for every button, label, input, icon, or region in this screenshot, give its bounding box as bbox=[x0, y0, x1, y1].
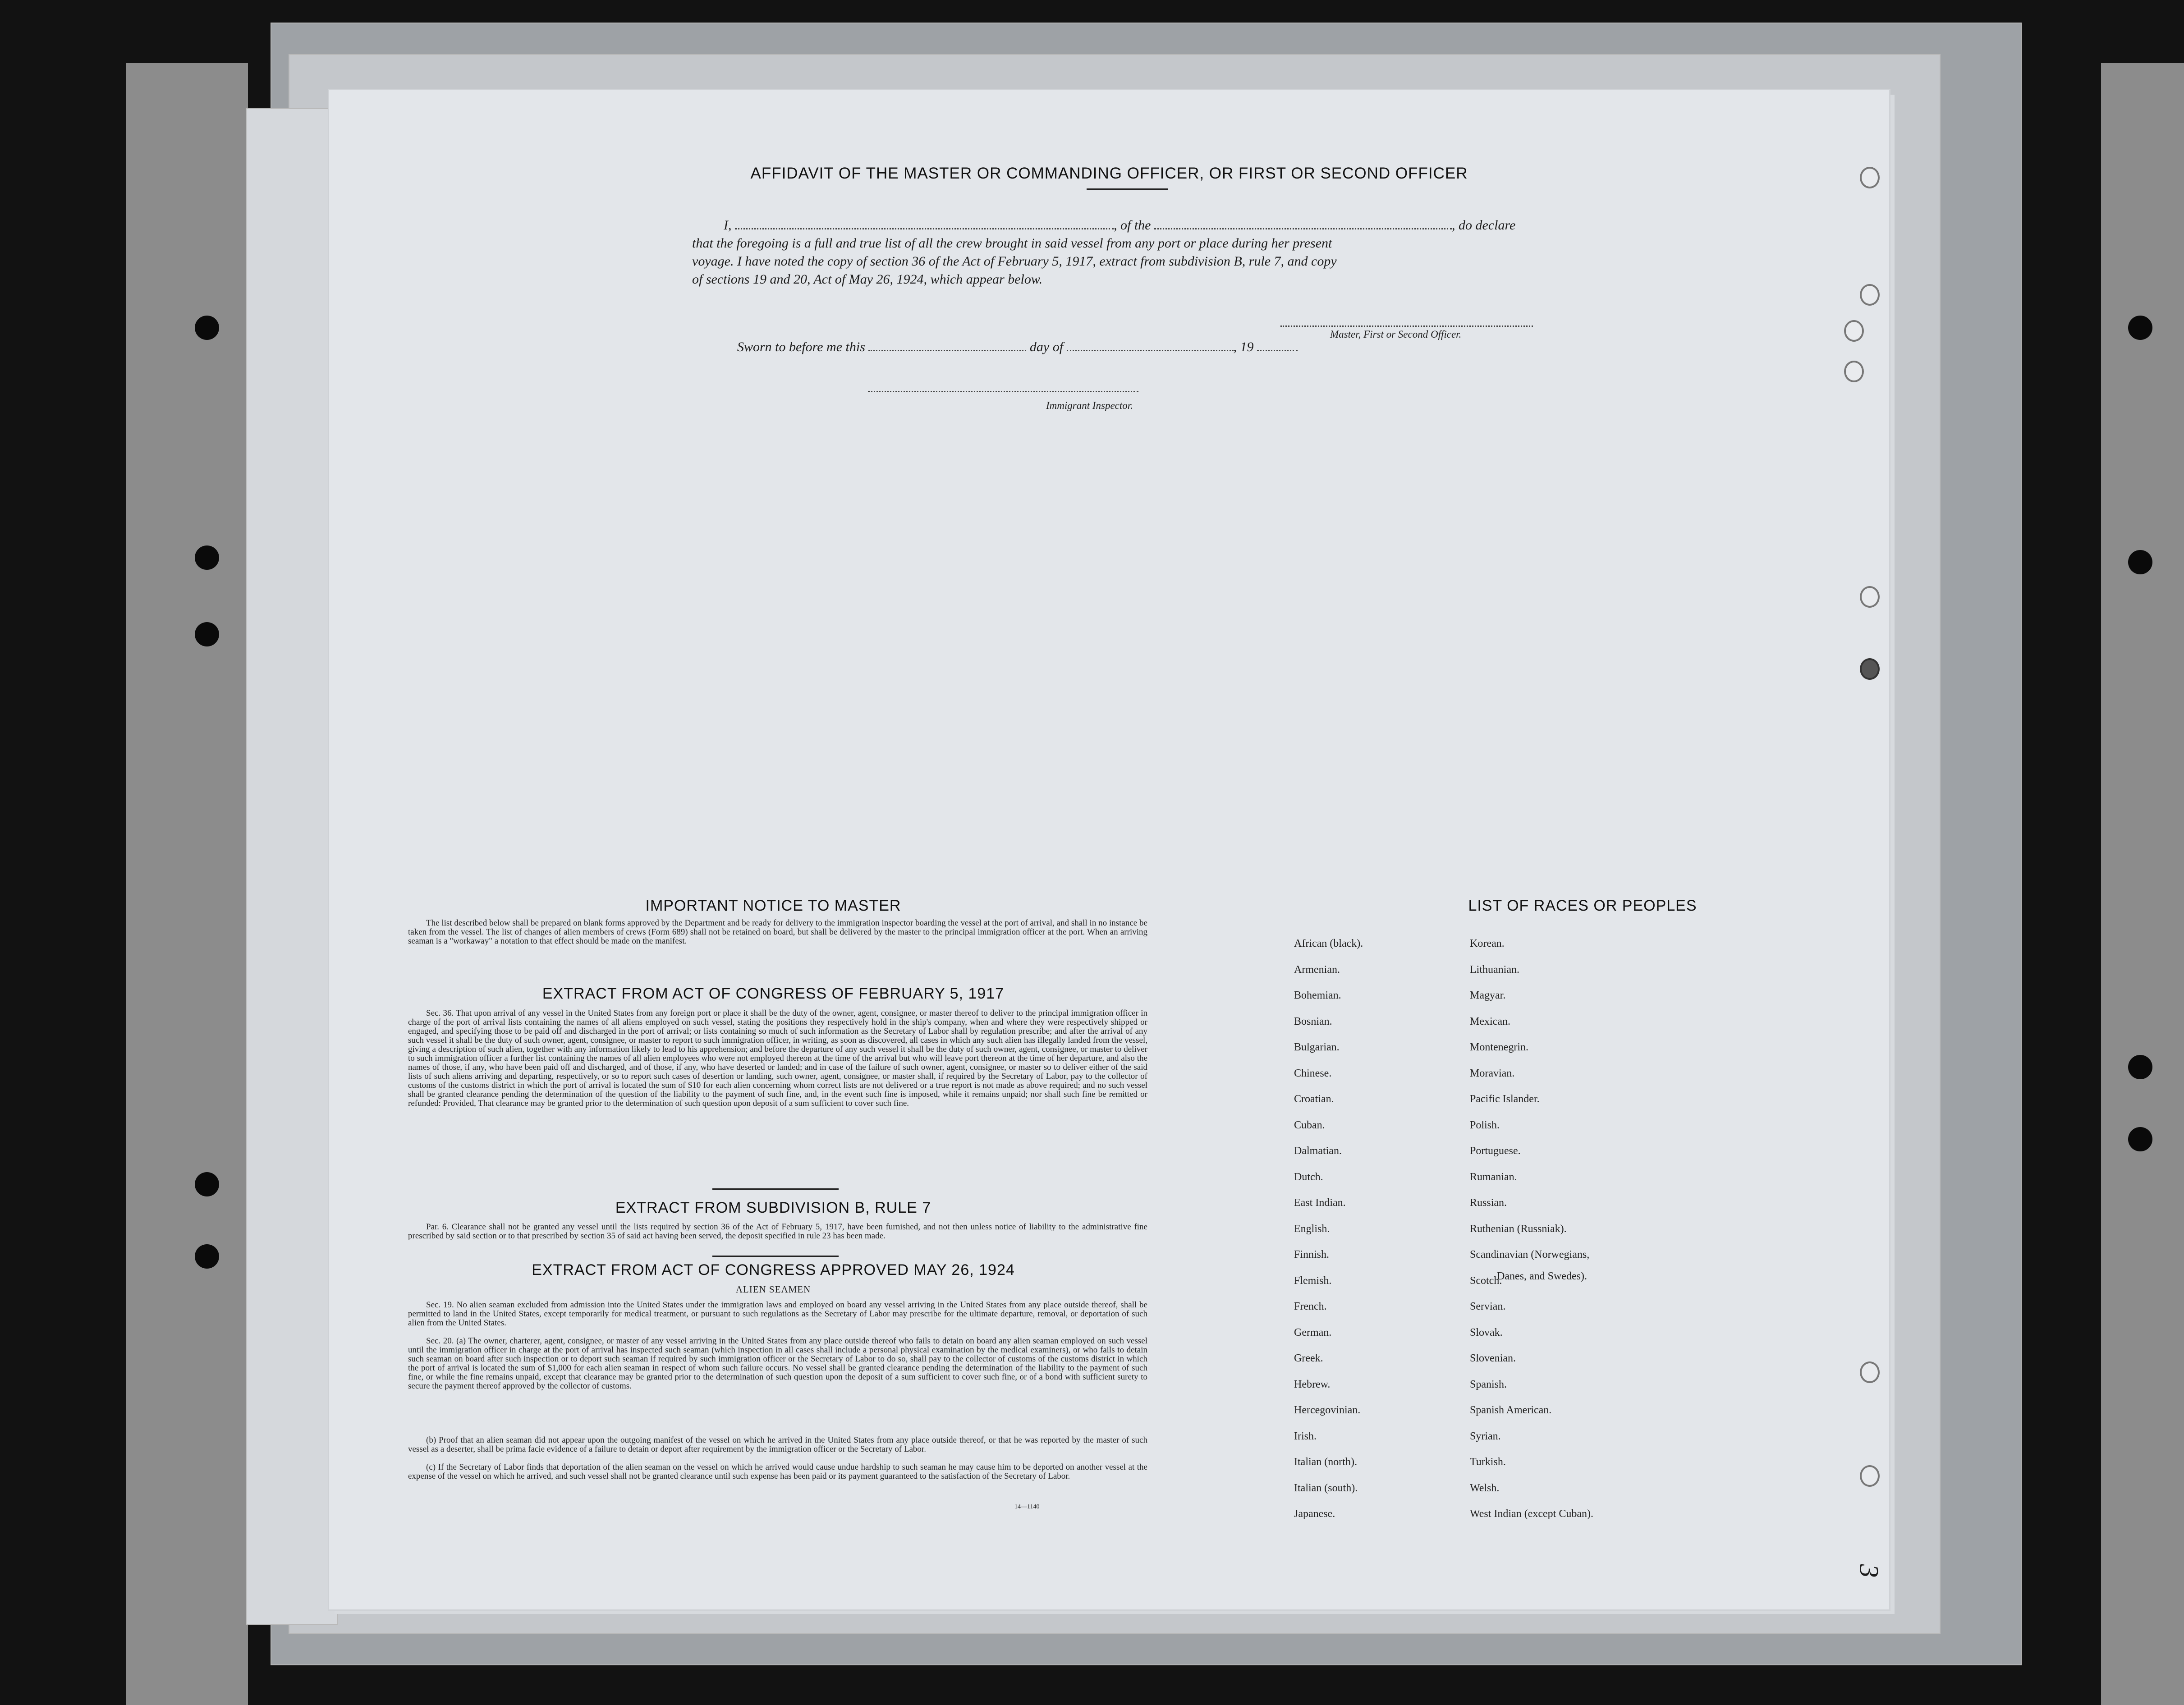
sec19-text: Sec. 19. No alien seaman excluded from admission into the United States under the immigration laws and employed on board any vessel arriving in the United States from any place outside thereof, shall be permitted to land in the United States, except temporarily for medical treatment, or pursuant to such regulations as the Secretary of Labor may prescribe for the ultimate departure, removal, or deportation of such alien from the United States. bbox=[408, 1300, 1147, 1328]
extract-1917-title: EXTRACT FROM ACT OF CONGRESS OF FEBRUARY 5, 1917 bbox=[542, 985, 1005, 1002]
affidavit-title: AFFIDAVIT OF THE MASTER OR COMMANDING OFFICER, OR FIRST OR SECOND OFFICER bbox=[750, 165, 1468, 182]
binder-hole bbox=[195, 1244, 219, 1269]
affidavit-line1-start: I, bbox=[724, 218, 732, 233]
race-item: Moravian. bbox=[1470, 1067, 1515, 1079]
sworn-day-label: day of bbox=[1029, 339, 1064, 354]
race-item: Finnish. bbox=[1294, 1249, 1330, 1260]
affidavit-line1-mid: , of the bbox=[1114, 218, 1151, 233]
back-sheet bbox=[246, 108, 338, 1625]
race-item: Ruthenian (Russniak). bbox=[1470, 1223, 1567, 1235]
race-item: French. bbox=[1294, 1301, 1327, 1312]
race-item: Lithuanian. bbox=[1470, 963, 1519, 976]
race-item: Chinese. bbox=[1294, 1067, 1332, 1079]
sec20c-text: (c) If the Secretary of Labor finds that deportation of the alien seaman on the vessel on which he arrived would cause undue hardship to such seaman he may cause him to be deported on another vessel at the expense of the vessel on which he arrived, and such vessel shall not be granted clearance until such expense has been paid or its payment guaranteed to the satisfaction of the Secretary of Labor. bbox=[408, 1462, 1147, 1481]
race-item: Korean. bbox=[1470, 938, 1505, 949]
affidavit-line3: voyage. I have noted the copy of section 36 of the Act of February 5, 1917, extract from subdivision B, rule 7, and copy bbox=[692, 254, 1337, 269]
punch-hole bbox=[1860, 586, 1880, 608]
punch-hole bbox=[1860, 1465, 1880, 1487]
sec20b-text: (b) Proof that an alien seaman did not appear upon the outgoing manifest of the vessel on which he arrived in the United States from any place outside thereof, or that he was reported by the master of such vessel as a deserter, shall be prima facie evidence of a failure to detain or deport after requirement by the immigration officer or the Secretary of Labor. bbox=[408, 1435, 1147, 1454]
punch-hole bbox=[1860, 167, 1880, 188]
race-item: Italian (north). bbox=[1294, 1456, 1357, 1468]
section-divider bbox=[712, 1256, 839, 1257]
punch-hole bbox=[1844, 361, 1864, 382]
sworn-line bbox=[737, 338, 1298, 356]
binder-hole bbox=[195, 316, 219, 340]
sworn-year-field[interactable] bbox=[1257, 342, 1298, 351]
race-item: Montenegrin. bbox=[1470, 1041, 1528, 1053]
race-item: Mexican. bbox=[1470, 1015, 1510, 1027]
title-divider bbox=[1087, 188, 1168, 190]
affidavit-line2: that the foregoing is a full and true list of all the crew brought in said vessel from any port or place during her present bbox=[692, 236, 1332, 251]
race-item: Rumanian. bbox=[1470, 1171, 1517, 1183]
rule7-title: EXTRACT FROM SUBDIVISION B, RULE 7 bbox=[615, 1199, 931, 1216]
race-item: Dalmatian. bbox=[1294, 1145, 1342, 1157]
notice-title: IMPORTANT NOTICE TO MASTER bbox=[645, 897, 901, 914]
race-item: Hercegovinian. bbox=[1294, 1404, 1361, 1416]
race-scandinavian-continuation: Danes, and Swedes). bbox=[1497, 1270, 1587, 1282]
race-item: Polish. bbox=[1470, 1119, 1500, 1131]
alien-seamen-subtitle: ALIEN SEAMEN bbox=[735, 1284, 811, 1295]
race-item: Bulgarian. bbox=[1294, 1041, 1340, 1053]
race-item: Japanese. bbox=[1294, 1508, 1335, 1520]
race-item: African (black). bbox=[1294, 938, 1363, 949]
race-item: Scandinavian (Norwegians, bbox=[1470, 1249, 1590, 1260]
race-item: Flemish. bbox=[1294, 1274, 1332, 1287]
form-number: 14—1140 bbox=[1014, 1503, 1040, 1510]
affidavit-text bbox=[692, 216, 1900, 289]
affidavit-line4: of sections 19 and 20, Act of May 26, 1924, which appear below. bbox=[692, 272, 1043, 287]
race-item: Cuban. bbox=[1294, 1119, 1325, 1131]
race-item: Turkish. bbox=[1470, 1456, 1506, 1468]
race-item: Italian (south). bbox=[1294, 1482, 1358, 1494]
extract-1917-text: Sec. 36. That upon arrival of any vessel in the United States from any foreign port or place it shall be the duty of the owner, agent, consignee, or master thereof to deliver to the principal immigration officer in charge of the port of arrival lists containing the names of all aliens employed on such vessel, stating the positions they respectively hold in the ship's company, when and where they were respectively shipped or engaged, and specifying those to be paid off and discharged in the port of arrival; or lists containing so much of such information as the Secretary of Labor shall by regulation prescribe; and after the arrival of any such vessel it shall be the duty of such owner, agent, consignee, or master to report to such immigration officer, in writing, as soon as discovered, all cases in which any such alien has illegally landed from the vessel, giving a description of such alien, together with any information likely to lead to his apprehension; and before the departure of any such vessel it shall be the duty of such owner, agent, consignee, or master to deliver to such immigration officer a further list containing the names of all alien employees who were not employed thereon at the time of the arrival but who will leave port thereon at the time of her departure, and also the names of those, if any, who have been paid off and discharged, and of those, if any, who have deserted or landed; and in case of the failure of such owner, agent, consignee, or master so to deliver either of the said lists of such aliens arriving and departing, respectively, or so to report such cases of desertion or landing, such owner, agent, consignee, or master shall, if required by the Secretary of Labor, pay to the collector of customs of the customs district in which the port of arrival is located the sum of $10 for each alien concerning whom correct lists are not delivered or a true report is not made as above required; and no such vessel shall be granted clearance pending the determination of the question of the liability to the payment of such fine, and, in the event such fine is imposed, while it remains unpaid; nor shall such fine be remitted or refunded: Provided, That clearance may be granted prior to the determination of such question upon deposit of a sum sufficient to cover such fine. bbox=[408, 1008, 1147, 1108]
binder-hole bbox=[2128, 1127, 2152, 1151]
left-frame-strip bbox=[126, 63, 248, 1705]
inspector-signature-line[interactable] bbox=[868, 390, 1138, 392]
binder-hole bbox=[2128, 316, 2152, 340]
binder-hole bbox=[195, 622, 219, 646]
race-item: Servian. bbox=[1470, 1301, 1506, 1312]
binder-hole bbox=[2128, 1055, 2152, 1079]
race-item: West Indian (except Cuban). bbox=[1470, 1508, 1593, 1520]
races-left-column bbox=[1294, 938, 1474, 1524]
race-item: Bosnian. bbox=[1294, 1015, 1332, 1027]
race-item: East Indian. bbox=[1294, 1197, 1346, 1209]
signature-label: Master, First or Second Officer. bbox=[1330, 329, 1462, 340]
race-item: Dutch. bbox=[1294, 1171, 1323, 1183]
race-item: Pacific Islander. bbox=[1470, 1093, 1540, 1105]
race-item: Welsh. bbox=[1470, 1482, 1500, 1494]
punch-hole bbox=[1860, 658, 1880, 680]
race-item: Greek. bbox=[1294, 1352, 1323, 1364]
race-item: Spanish American. bbox=[1470, 1404, 1552, 1416]
race-item: Scotch. bbox=[1470, 1274, 1502, 1287]
extract-1924-title: EXTRACT FROM ACT OF CONGRESS APPROVED MAY 26, 1924 bbox=[532, 1261, 1015, 1279]
right-frame-strip bbox=[2101, 63, 2184, 1705]
races-title: LIST OF RACES OR PEOPLES bbox=[1468, 897, 1697, 914]
race-item: German. bbox=[1294, 1326, 1332, 1338]
race-item: Hebrew. bbox=[1294, 1378, 1331, 1390]
binder-hole bbox=[195, 545, 219, 570]
punch-hole bbox=[1844, 320, 1864, 342]
race-item: Bohemian. bbox=[1294, 990, 1341, 1001]
section-divider bbox=[712, 1188, 839, 1190]
binder-hole bbox=[2128, 550, 2152, 574]
master-name-field[interactable] bbox=[735, 220, 1114, 229]
sworn-day-field[interactable] bbox=[868, 342, 1026, 351]
race-item: Magyar. bbox=[1470, 990, 1506, 1001]
race-item: Spanish. bbox=[1470, 1378, 1507, 1390]
punch-hole bbox=[1860, 284, 1880, 306]
punch-hole bbox=[1860, 1361, 1880, 1383]
affidavit-line1-end: , do declare bbox=[1452, 218, 1516, 233]
binder-hole bbox=[195, 1172, 219, 1196]
sworn-year-label: , 19 bbox=[1233, 339, 1254, 354]
race-item: Armenian. bbox=[1294, 963, 1340, 976]
vessel-name-field[interactable] bbox=[1154, 220, 1452, 229]
page-number-mark: 3 bbox=[1854, 1564, 1884, 1578]
race-item: Croatian. bbox=[1294, 1093, 1334, 1105]
race-item: Irish. bbox=[1294, 1430, 1317, 1442]
race-item: English. bbox=[1294, 1223, 1330, 1235]
sworn-month-field[interactable] bbox=[1067, 342, 1234, 351]
sworn-start: Sworn to before me this bbox=[737, 339, 865, 354]
notice-text: The list described below shall be prepared on blank forms approved by the Department and be ready for delivery to the immigration inspector boarding the vessel at the port of arrival, and shall in no instance be taken from the vessel. The list of changes of alien members of crews (Form 689) shall not be retained on board, but shall be delivered by the master to the principal immigration officer at the port. When an arriving seaman is a "workaway" a notation to that effect should be made on the manifest. bbox=[408, 918, 1147, 946]
sec20a-text: Sec. 20. (a) The owner, charterer, agent, consignee, or master of any vessel arriving in the United States from any place outside thereof who fails to detain on board any alien seaman employed on such vessel until the immigration officer in charge at the port of arrival has inspected such seaman (which inspection in all cases shall include a personal physical examination by the medical examiners), or who fails to detain such seaman on board after such inspection or to deport such seaman if required by such immigration officer or the Secretary of Labor to do so, shall pay to the collector of customs of the customs district in which the port of arrival is located the sum of $1,000 for each alien seaman in respect of whom such failure occurs. No vessel shall be granted clearance pending the determination of the liability to the payment of such fine, or while the fine remains unpaid, except that clearance may be granted prior to the determination of such question upon the deposit of a sum sufficient to cover such fine, or of a bond with sufficient surety to secure the payment thereof approved by the collector of customs. bbox=[408, 1336, 1147, 1391]
race-item: Syrian. bbox=[1470, 1430, 1501, 1442]
races-right-column bbox=[1470, 938, 1758, 1524]
race-item: Slovak. bbox=[1470, 1326, 1503, 1338]
rule7-text: Par. 6. Clearance shall not be granted any vessel until the lists required by section 36 of the Act of February 5, 1917, have been furnished, and not then unless notice of liability to the administrative fine prescribed by said section or to that prescribed by section 35 of said act having been served, the deposit specified in rule 23 has been made. bbox=[408, 1222, 1147, 1241]
crew-manifest-page bbox=[329, 90, 1889, 1609]
race-item: Slovenian. bbox=[1470, 1352, 1516, 1364]
race-item: Russian. bbox=[1470, 1197, 1507, 1209]
race-item: Portuguese. bbox=[1470, 1145, 1521, 1157]
inspector-label: Immigrant Inspector. bbox=[1046, 400, 1133, 411]
